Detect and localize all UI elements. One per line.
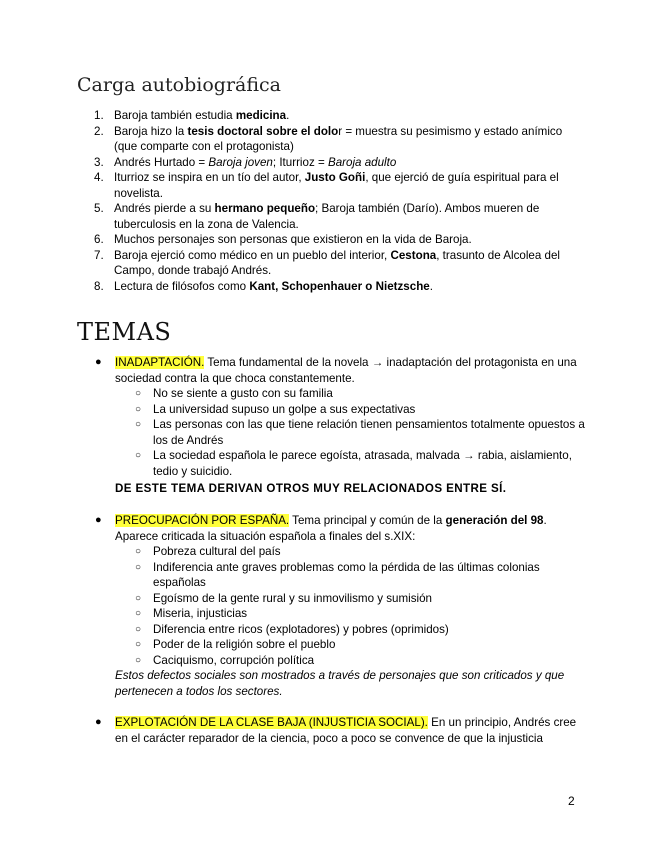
circle-bullet-icon: ○ bbox=[135, 450, 142, 461]
sub-bullet-text: Pobreza cultural del país bbox=[153, 545, 281, 558]
sub-bullet-text: Diferencia entre ricos (explotadores) y pobres (oprimidos) bbox=[153, 622, 449, 636]
tema-preocupacion-espana bbox=[95, 513, 585, 699]
text-run: Tema principal y común de la bbox=[289, 514, 446, 527]
text-run: Iturrioz se inspira en un tío del autor, bbox=[114, 171, 305, 184]
circle-bullet-icon: ○ bbox=[135, 608, 142, 619]
bold-text: hermano pequeño bbox=[214, 202, 316, 215]
sub-bullet-text: Poder de la religión sobre el pueblo bbox=[153, 638, 336, 651]
list-number: 6. bbox=[94, 233, 104, 246]
list-item-text bbox=[114, 156, 396, 169]
circle-bullet-icon: ○ bbox=[135, 592, 142, 604]
text-run: , que ejerció de guía espiritual para el novelista. bbox=[114, 171, 559, 200]
sub-bullet-item bbox=[95, 560, 585, 591]
page-number: 2 bbox=[568, 794, 575, 808]
list-number: 2. bbox=[94, 124, 104, 138]
italic-note: Estos defectos sociales son mostrados a través de personajes que son criticados y que pertenecen a todos los sectores. bbox=[115, 669, 565, 698]
list-number: 1. bbox=[94, 109, 104, 122]
highlighted-topic: PREOCUPACIÓN POR ESPAÑA. bbox=[115, 514, 290, 527]
text-run: En un principio, Andrés cree en el carácter reparador de la ciencia, poco a poco se convence de que la injusticia bbox=[115, 716, 577, 745]
text-run: ; Iturrioz = bbox=[272, 155, 328, 169]
text-run: . Aparece criticada la situación española a finales del s.XIX: bbox=[115, 514, 547, 543]
section-heading-temas: TEMAS bbox=[77, 318, 172, 346]
text-run: , trasunto de Alcolea del Campo, donde trabajó Andrés. bbox=[114, 248, 560, 277]
sub-bullet-item bbox=[95, 637, 585, 653]
highlighted-topic: INADAPTACIÓN. bbox=[115, 356, 205, 369]
text-run: Muchos personajes son personas que existieron en la vida de Baroja. bbox=[114, 233, 472, 246]
bullet-item bbox=[95, 715, 585, 746]
sub-bullet-text: Indiferencia ante graves problemas como la pérdida de las últimas colonias españolas bbox=[153, 560, 540, 589]
tema-inadaptacion bbox=[95, 355, 585, 497]
list-item-text bbox=[114, 109, 289, 122]
text-run: ; Baroja también (Darío). Ambos mueren de tuberculosis en la zona de Valencia. bbox=[114, 202, 540, 231]
list-item-text bbox=[114, 249, 560, 278]
list-item bbox=[88, 170, 573, 201]
text-run: Baroja hizo la bbox=[114, 124, 188, 138]
tema-explotacion-clase-baja bbox=[95, 715, 585, 746]
text-run: Tema fundamental de la novela → inadaptación del protagonista en una sociedad contra la que choca constantemente. bbox=[115, 356, 577, 385]
sub-bullet-item bbox=[95, 653, 585, 669]
circle-bullet-icon: ○ bbox=[135, 403, 142, 415]
sub-bullet-text: La universidad supuso un golpe a sus expectativas bbox=[153, 402, 416, 416]
italic-text: Baroja joven bbox=[208, 155, 273, 169]
sub-bullet-item bbox=[95, 606, 585, 622]
bold-text: Cestona bbox=[390, 248, 437, 262]
emphasis-note: DE ESTE TEMA DERIVAN OTROS MUY RELACIONADOS ENTRE SÍ. bbox=[115, 482, 507, 495]
sub-bullet-item bbox=[95, 386, 585, 402]
text-run: Baroja ejerció como médico en un pueblo del interior, bbox=[114, 248, 391, 262]
bold-text: tesis doctoral sobre el dolo bbox=[187, 124, 339, 138]
list-item-text bbox=[114, 202, 539, 231]
list-item bbox=[88, 201, 573, 232]
list-item-text bbox=[114, 125, 562, 154]
text-run: Andrés Hurtado = bbox=[114, 155, 209, 169]
sub-bullet-item bbox=[95, 544, 585, 560]
text-run: Andrés pierde a su bbox=[114, 202, 215, 215]
sub-bullet-item bbox=[95, 448, 585, 479]
circle-bullet-icon: ○ bbox=[135, 388, 142, 399]
bullet-icon: ● bbox=[95, 356, 102, 368]
list-item-text bbox=[114, 233, 472, 246]
autobiography-list bbox=[88, 108, 573, 294]
sub-bullet-text: Las personas con las que tiene relación tienen pensamientos totalmente opuestos a los de Andrés bbox=[153, 418, 585, 447]
sub-bullet-item bbox=[95, 402, 585, 418]
bold-text: Justo Goñi bbox=[304, 171, 366, 184]
list-item bbox=[88, 232, 573, 248]
list-item bbox=[88, 124, 573, 155]
list-item bbox=[88, 108, 573, 124]
highlighted-topic: EXPLOTACIÓN DE LA CLASE BAJA (INJUSTICIA SOCIAL). bbox=[115, 716, 428, 729]
text-run: r = muestra su pesimismo y estado anímico (que comparte con el protagonista) bbox=[114, 124, 563, 153]
list-item bbox=[88, 279, 573, 295]
circle-bullet-icon: ○ bbox=[135, 561, 142, 573]
circle-bullet-icon: ○ bbox=[135, 419, 142, 430]
text-run: . bbox=[429, 279, 433, 293]
sub-bullet-item bbox=[95, 622, 585, 638]
bold-text: generación del 98 bbox=[445, 514, 544, 527]
bold-text: medicina bbox=[235, 109, 287, 122]
sub-bullet-text: Egoísmo de la gente rural y su inmovilismo y sumisión bbox=[153, 591, 433, 605]
circle-bullet-icon: ○ bbox=[135, 639, 142, 650]
text-run: Baroja también estudia bbox=[114, 109, 236, 122]
list-number: 8. bbox=[94, 279, 104, 293]
list-item bbox=[88, 155, 573, 171]
bullet-icon: ● bbox=[95, 716, 102, 728]
sub-bullet-text: La sociedad española le parece egoísta, atrasada, malvada → rabia, aislamiento, tedio y suicidio. bbox=[153, 449, 572, 478]
bold-text: Kant, Schopenhauer o Nietzsche bbox=[249, 279, 430, 293]
text-run: Lectura de filósofos como bbox=[114, 279, 250, 293]
bullet-item bbox=[95, 355, 585, 386]
list-item bbox=[88, 248, 573, 279]
sub-bullet-text: Caciquismo, corrupción política bbox=[153, 653, 315, 667]
list-number: 5. bbox=[94, 202, 104, 215]
circle-bullet-icon: ○ bbox=[135, 546, 142, 557]
list-number: 4. bbox=[94, 171, 104, 184]
sub-bullet-item bbox=[95, 417, 585, 448]
bullet-icon: ● bbox=[95, 514, 102, 526]
sub-bullet-text: No se siente a gusto con su familia bbox=[153, 387, 333, 400]
section-heading-autobiografica: Carga autobiográfica bbox=[77, 74, 282, 96]
sub-bullet-text: Miseria, injusticias bbox=[153, 607, 248, 620]
circle-bullet-icon: ○ bbox=[135, 654, 142, 666]
list-number: 3. bbox=[94, 155, 104, 169]
italic-text: Baroja adulto bbox=[327, 155, 397, 169]
text-run: . bbox=[286, 109, 290, 122]
list-item-text bbox=[114, 171, 559, 200]
list-number: 7. bbox=[94, 248, 104, 262]
bullet-item bbox=[95, 513, 585, 544]
list-item-text bbox=[114, 280, 433, 293]
sub-bullet-item bbox=[95, 591, 585, 607]
circle-bullet-icon: ○ bbox=[135, 623, 142, 635]
